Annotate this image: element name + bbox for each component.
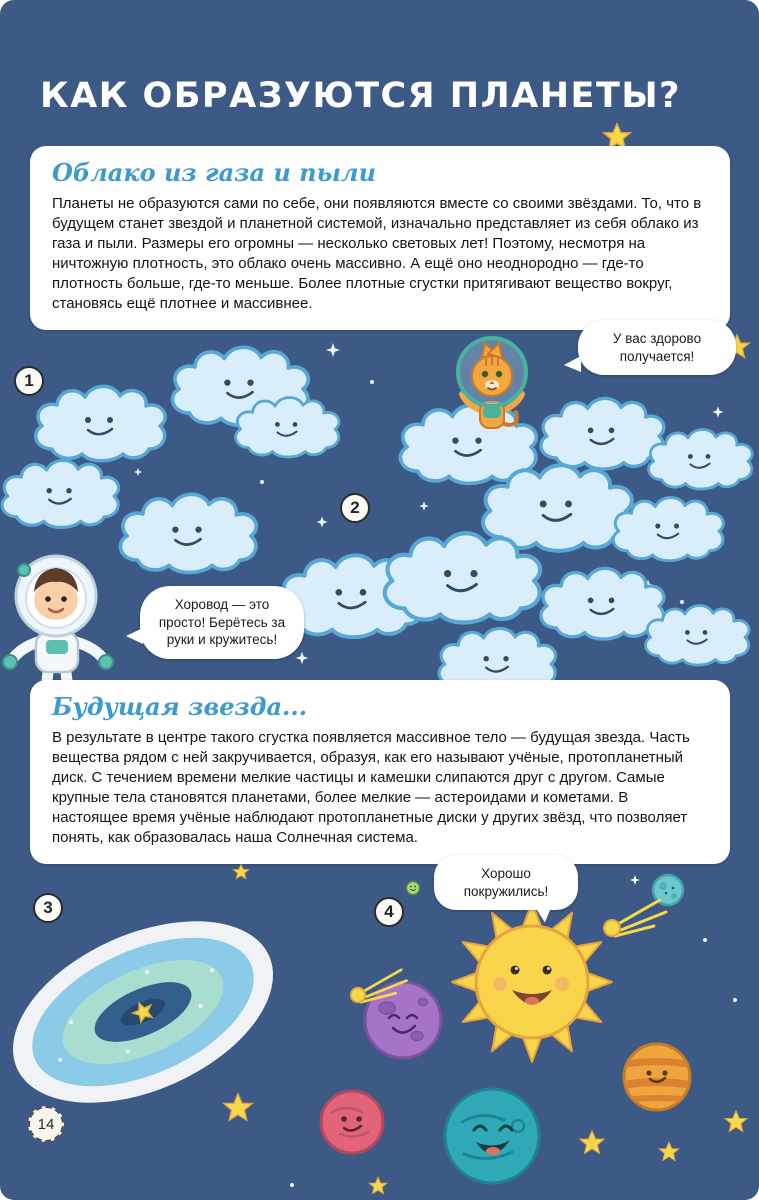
cloud-illustration xyxy=(120,494,256,572)
figure-number-1: 1 xyxy=(14,366,44,396)
page-number: 14 xyxy=(28,1106,64,1142)
figure-number-2: 2 xyxy=(340,493,370,523)
figure-number-4: 4 xyxy=(374,897,404,927)
page-title: КАК ОБРАЗУЮТСЯ ПЛАНЕТЫ? xyxy=(40,76,681,116)
cloud-illustration xyxy=(385,533,540,622)
cloud-illustration xyxy=(649,429,753,489)
cloud-illustration xyxy=(36,386,165,460)
teal-planet-illustration xyxy=(445,1089,539,1183)
section-future-star-heading: Будущая звезда... xyxy=(52,692,308,721)
cloud-illustration xyxy=(541,568,664,639)
cloud-illustration xyxy=(541,398,664,469)
cloud-illustration xyxy=(2,460,118,527)
section-gas-cloud-heading: Облако из газа и пыли xyxy=(52,158,377,187)
section-future-star-body: В результате в центре такого сгустка появляется массивное тело — будущая звезда. Часть вещества рядом с ней закручивается, образуя, как его называют учёные, протопланетный диск. С течением времени мелкие частицы и камешки слипаются друг с другом. Самые крупные тела становятся планетами, более мелкие — астероидами и кометами. В настоящее время учёные наблюдают протопланетные диски у других звёзд, что позволяет понять, как образовалась наша Солнечная система. xyxy=(52,729,690,846)
speech-bubble-sun: Хорошо покружились! xyxy=(434,855,578,910)
section-future-star xyxy=(30,680,730,864)
orange-planet-illustration xyxy=(624,1044,690,1110)
figure-number-3: 3 xyxy=(33,893,63,923)
comet-illustration xyxy=(604,900,666,936)
section-gas-cloud-body: Планеты не образуются сами по себе, они появляются вместе со своими звёздами. То, что в будущем станет звездой и планетной системой, изначально представляет из себя облако из газа и пыли. Размеры его огромны — несколько световых лет! Поэтому, несмотря на ничтожную плотность, это облако очень массивно. А ещё оно неоднородно — где-то плотность больше, где-то меньше. Более плотные сгустки притягивают вещество вокруг, становясь ещё плотнее и массивнее. xyxy=(52,195,702,312)
section-gas-cloud xyxy=(30,146,730,330)
speech-bubble-boy: Хоровод — это просто! Берётесь за руки и кружитесь! xyxy=(140,586,304,659)
speech-bubble-cat: У вас здорово получается! xyxy=(578,320,736,375)
tiny-smiley-illustration xyxy=(407,882,420,895)
cloud-characters xyxy=(2,347,752,695)
red-planet-illustration xyxy=(321,1091,383,1153)
sun-illustration xyxy=(452,902,612,1062)
